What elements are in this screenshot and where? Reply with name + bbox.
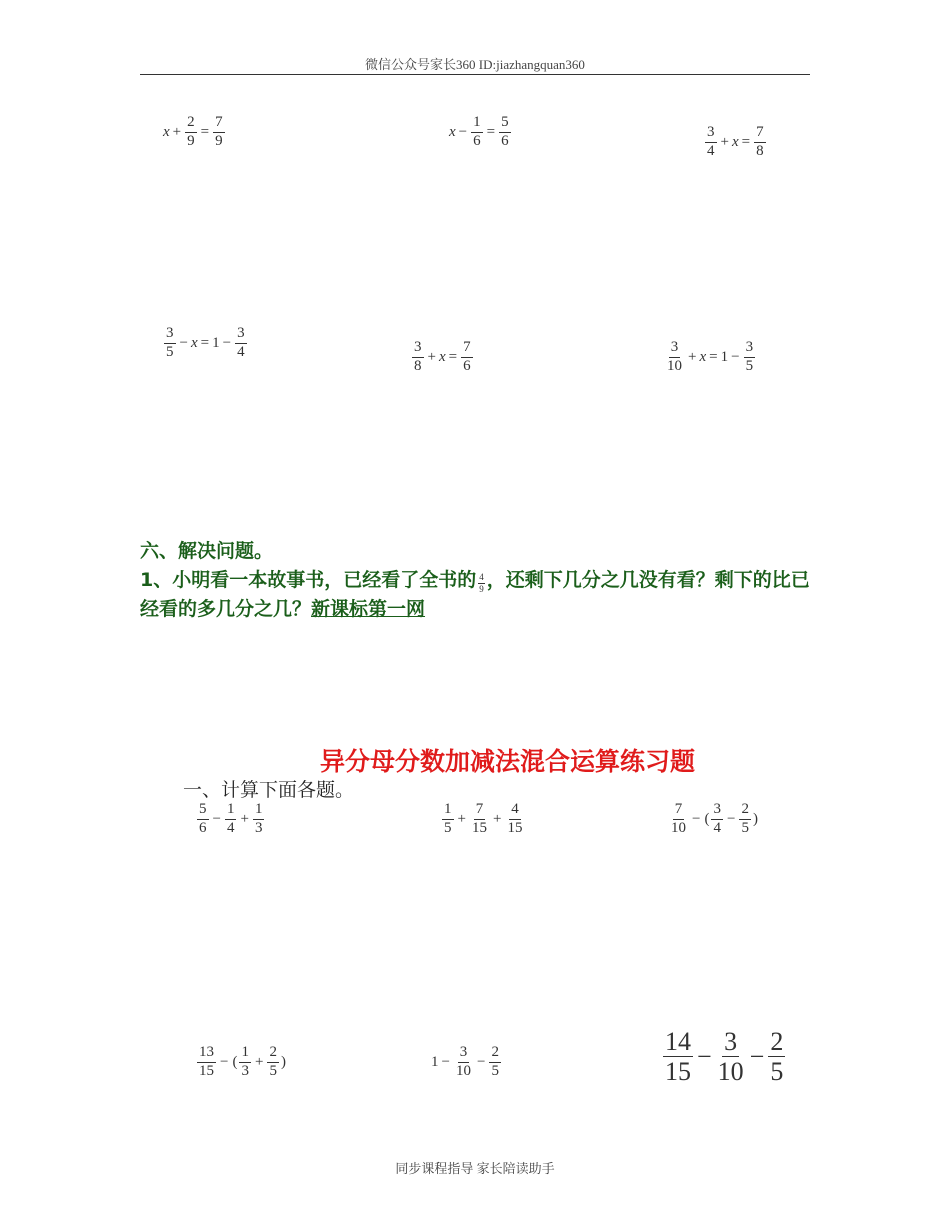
worksheet-subtitle: 一、计算下面各题。 (183, 779, 355, 801)
operator: − (220, 1053, 229, 1070)
numerator: 5 (197, 802, 209, 820)
denominator: 15 (665, 1057, 691, 1087)
problem-text: ，还剩下几分之几没有看？剩下的比已经看的多几分之几？ (140, 569, 810, 620)
numerator: 2 (739, 802, 751, 820)
numerator: 7 (461, 340, 473, 358)
denominator: 5 (491, 1062, 499, 1079)
fraction (705, 125, 717, 160)
fraction (470, 802, 489, 837)
fraction (235, 326, 247, 361)
operator: − (222, 334, 232, 351)
denominator: 5 (741, 819, 749, 836)
numerator: 1 (253, 802, 265, 820)
fraction (471, 115, 483, 150)
problem-text: 1、小明看一本故事书，已经看了全书的 (140, 569, 477, 591)
operator: + (492, 810, 502, 827)
equals-sign: = (448, 348, 458, 365)
fraction (505, 802, 524, 837)
operator: + (172, 123, 182, 140)
numerator: 2 (185, 115, 197, 133)
denominator: 10 (717, 1057, 744, 1087)
denominator: 15 (199, 1062, 214, 1079)
variable: x (731, 133, 739, 150)
denominator: 15 (471, 819, 487, 836)
page-footer: 同步课程指导 家长陪读助手 (395, 1161, 555, 1176)
right-parenthesis: ) (280, 1053, 286, 1070)
fraction (665, 340, 684, 375)
equation-1 (163, 115, 226, 150)
page-header: 微信公众号家长360 ID:jiazhangquan360 (365, 57, 585, 72)
word-problem (140, 566, 815, 624)
fraction (197, 1045, 216, 1080)
numerator: 3 (235, 326, 247, 344)
equation-3 (704, 125, 767, 160)
numerator: 7 (474, 802, 486, 820)
calc-expression-3 (668, 802, 759, 837)
numerator: 3 (705, 125, 717, 143)
variable: x (190, 334, 198, 351)
operator: + (427, 348, 436, 365)
denominator: 15 (507, 819, 523, 836)
denominator: 5 (444, 819, 452, 836)
variable: x (163, 123, 170, 140)
numerator: 2 (489, 1045, 501, 1063)
denominator: 6 (463, 357, 471, 374)
fraction (768, 1028, 785, 1086)
numerator: 3 (164, 326, 176, 344)
fraction (461, 340, 473, 375)
operator: + (457, 810, 466, 827)
fraction (454, 1045, 473, 1080)
fraction (744, 340, 756, 375)
fraction (213, 115, 225, 150)
fraction (499, 115, 511, 150)
fraction (442, 802, 454, 837)
denominator: 5 (269, 1062, 277, 1079)
denominator: 8 (756, 142, 764, 159)
denominator: 4 (237, 343, 245, 360)
operator: − (476, 1053, 486, 1070)
variable: x (449, 123, 456, 140)
denominator: 5 (770, 1057, 784, 1087)
numerator: 3 (711, 802, 723, 820)
operator: + (720, 133, 729, 150)
denominator: 3 (254, 819, 263, 836)
integer: 1 (431, 1053, 439, 1070)
fraction (716, 1028, 746, 1086)
denominator: 4 (707, 142, 715, 159)
numerator: 1 (471, 115, 483, 133)
fraction (478, 573, 485, 594)
integer: 1 (212, 334, 220, 351)
operator: − (726, 810, 736, 827)
denominator: 6 (501, 132, 509, 149)
numerator: 3 (744, 340, 756, 358)
fraction (267, 1045, 279, 1080)
numerator: 1 (442, 802, 454, 820)
numerator: 3 (458, 1045, 470, 1063)
denominator: 9 (215, 132, 223, 149)
right-parenthesis: ) (752, 810, 758, 827)
fraction (711, 802, 723, 837)
numerator: 2 (770, 1027, 784, 1056)
fraction (489, 1045, 501, 1080)
fraction (164, 326, 176, 361)
integer: 1 (720, 348, 729, 365)
equals-sign: = (486, 123, 496, 140)
denominator: 10 (667, 357, 682, 374)
numerator: 2 (267, 1045, 279, 1063)
numerator: 14 (665, 1027, 691, 1056)
equation-6 (664, 340, 756, 375)
numerator: 4 (479, 572, 484, 582)
variable: x (438, 348, 446, 365)
numerator: 3 (669, 340, 681, 358)
operator: − (179, 334, 188, 351)
numerator: 1 (225, 802, 237, 820)
numerator: 3 (724, 1027, 738, 1056)
operator: − (731, 348, 740, 365)
denominator: 9 (187, 132, 195, 149)
numerator: 7 (754, 125, 766, 143)
equals-sign: = (200, 334, 210, 351)
denominator: 8 (414, 357, 422, 374)
denominator: 9 (479, 584, 484, 594)
operator: − (692, 810, 701, 827)
numerator: 4 (509, 802, 521, 820)
numerator: 13 (197, 1045, 216, 1063)
numerator: 3 (412, 340, 424, 358)
calc-expression-1 (196, 802, 265, 837)
variable: x (699, 348, 707, 365)
operator: − (697, 1041, 712, 1071)
fraction (253, 802, 265, 837)
denominator: 6 (473, 132, 481, 149)
denominator: 6 (199, 819, 207, 836)
calc-expression-2 (441, 802, 525, 837)
fraction (225, 802, 237, 837)
worksheet-title: 异分母分数加减法混合运算练习题 (319, 747, 695, 776)
fraction (663, 1028, 693, 1086)
operator: + (688, 348, 697, 365)
numerator: 1 (239, 1045, 251, 1063)
denominator: 10 (671, 819, 686, 836)
equals-sign: = (741, 133, 751, 150)
operator: + (254, 1053, 264, 1070)
fraction (239, 1045, 251, 1080)
fraction (669, 802, 688, 837)
numerator: 7 (673, 802, 685, 820)
denominator: 5 (745, 357, 754, 374)
denominator: 4 (226, 819, 235, 836)
denominator: 10 (455, 1062, 471, 1079)
operator: − (441, 1053, 450, 1070)
denominator: 3 (241, 1062, 249, 1079)
denominator: 5 (166, 343, 174, 360)
equation-5 (411, 340, 474, 375)
equals-sign: = (200, 123, 210, 140)
calc-expression-6 (662, 1028, 786, 1086)
operator: − (749, 1041, 765, 1071)
equals-sign: = (709, 348, 718, 365)
left-parenthesis: ( (232, 1053, 238, 1070)
numerator: 5 (499, 115, 511, 133)
equation-4 (163, 326, 248, 361)
operator: − (458, 123, 468, 140)
source-link[interactable]: 新课标第一网 (311, 598, 426, 620)
section-title: 六、解决问题。 (140, 540, 274, 562)
operator: − (212, 810, 221, 827)
denominator: 4 (713, 819, 721, 836)
fraction (754, 125, 766, 160)
equation-2 (449, 115, 512, 150)
fraction (197, 802, 209, 837)
calc-expression-4 (196, 1045, 287, 1080)
header-divider (140, 74, 810, 75)
fraction (412, 340, 424, 375)
fraction (739, 802, 751, 837)
calc-expression-5 (431, 1045, 502, 1080)
numerator: 7 (213, 115, 225, 133)
fraction (185, 115, 197, 150)
left-parenthesis: ( (704, 810, 710, 827)
operator: + (240, 810, 249, 827)
